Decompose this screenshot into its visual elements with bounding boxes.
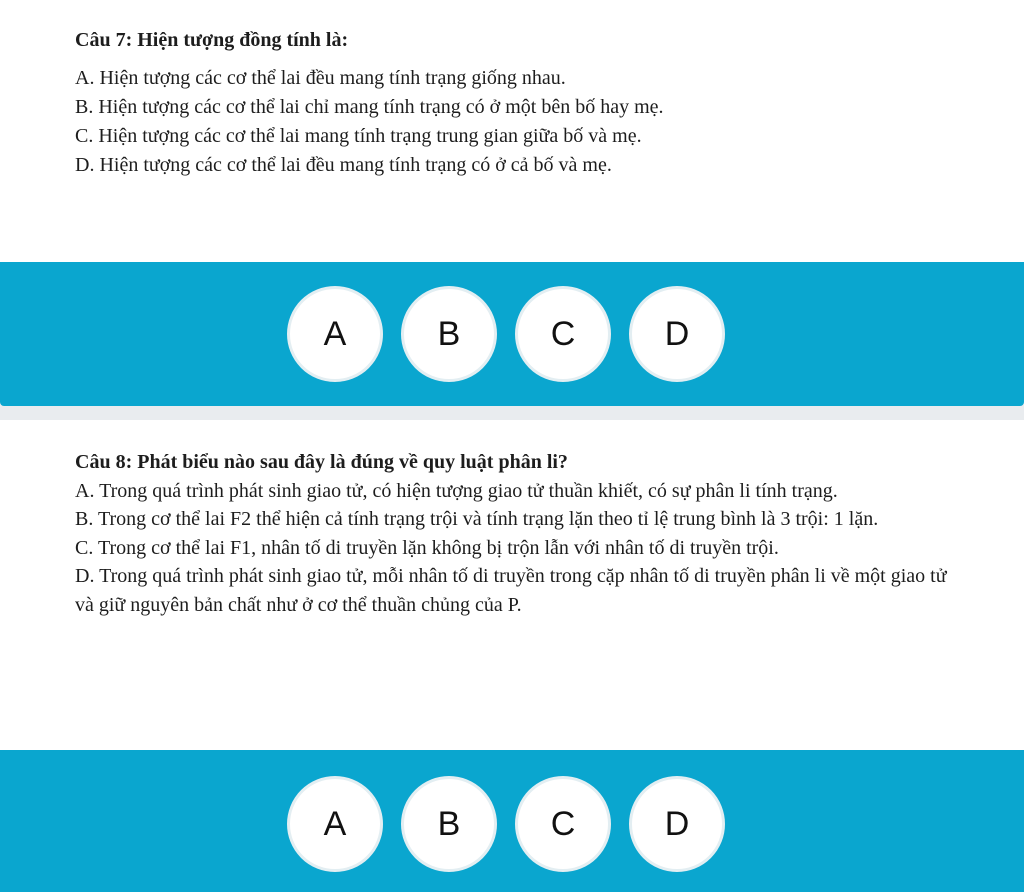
option-a-text: A. Hiện tượng các cơ thể lai đều mang tính trạng giống nhau. [75, 67, 566, 89]
option-d-text: D. Trong quá trình phát sinh giao tử, mỗi nhân tố di truyền trong cặp nhân tố di truyền phân li về một giao tử và giữ nguyên bản chất như ở cơ thể thuần chủng của P. [75, 565, 947, 616]
answer-bar-7 [0, 262, 1024, 406]
question-card-8 [0, 420, 1024, 750]
question-card-7 [0, 0, 1024, 262]
answer-d-button[interactable]: D [629, 286, 725, 382]
answer-a-button[interactable]: A [287, 776, 383, 872]
answer-a-button[interactable]: A [287, 286, 383, 382]
answer-c-button[interactable]: C [515, 776, 611, 872]
option-b-text: B. Trong cơ thể lai F2 thể hiện cả tính trạng trội và tính trạng lặn theo tỉ lệ trung bình là 3 trội: 1 lặn. [75, 508, 879, 530]
answer-b-button[interactable]: B [401, 776, 497, 872]
answer-b-button[interactable]: B [401, 286, 497, 382]
option-d-text: D. Hiện tượng các cơ thể lai đều mang tính trạng có ở cả bố và mẹ. [75, 154, 612, 176]
question-title: Câu 8: Phát biểu nào sau đây là đúng về quy luật phân li? [75, 451, 568, 473]
option-c-text: C. Trong cơ thể lai F1, nhân tố di truyền lặn không bị trộn lẫn với nhân tố di truyền trội. [75, 536, 779, 559]
option-a-text: A. Trong quá trình phát sinh giao tử, có hiện tượng giao tử thuần khiết, có sự phân li tính trạng. [75, 479, 838, 502]
question-body [75, 448, 964, 619]
option-c-text: C. Hiện tượng các cơ thể lai mang tính trạng trung gian giữa bố và mẹ. [75, 125, 642, 147]
answer-d-button[interactable]: D [629, 776, 725, 872]
option-b-text: B. Hiện tượng các cơ thể lai chỉ mang tính trạng có ở một bên bố hay mẹ. [75, 96, 664, 118]
question-body [75, 26, 964, 180]
answer-c-button[interactable]: C [515, 286, 611, 382]
question-title: Câu 7: Hiện tượng đồng tính là: [75, 29, 349, 51]
answer-bar-8 [0, 750, 1024, 892]
